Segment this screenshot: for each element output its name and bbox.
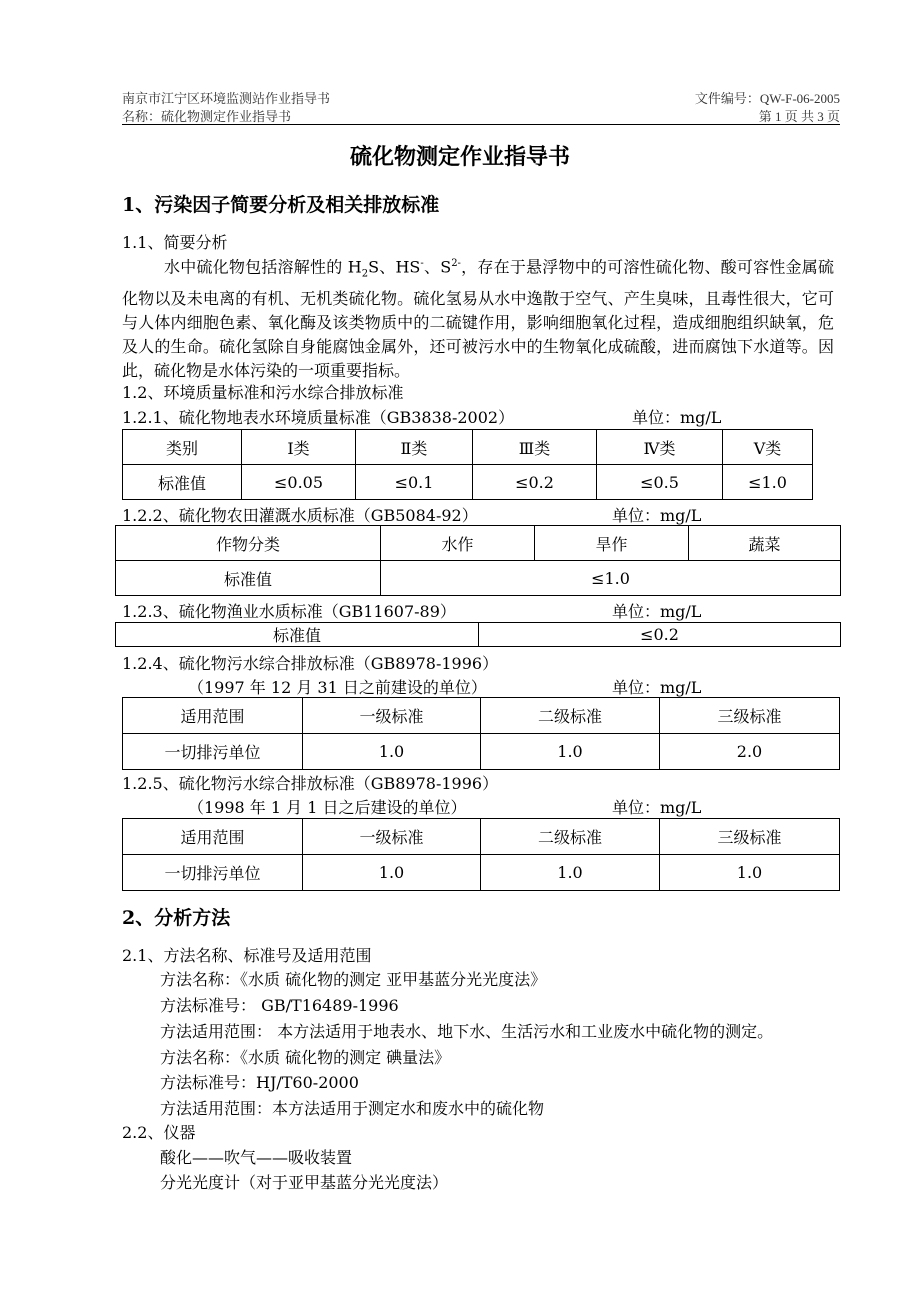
table-cell: 1.0 xyxy=(481,734,660,770)
table-cell: 标准值 xyxy=(116,561,381,596)
table-header-cell: 二级标准 xyxy=(481,698,660,734)
para-superscript: 2- xyxy=(451,258,461,269)
table-cell: ≤1.0 xyxy=(381,561,841,596)
method-1-name: 方法名称：《水质 硫化物的测定 亚甲基蓝分光光度法》 xyxy=(160,970,547,989)
table-header-cell: 适用范围 xyxy=(123,819,303,855)
method-2-scope: 方法适用范围：本方法适用于测定水和废水中的硫化物 xyxy=(160,1099,545,1118)
header-org: 南京市江宁区环境监测站作业指导书 xyxy=(122,91,331,106)
table-cell: 一切排污单位 xyxy=(123,855,303,891)
table-cell: ≤0.2 xyxy=(479,623,841,647)
subsection-1-2-3: 1.2.3、硫化物渔业水质标准（GB11607-89） xyxy=(122,602,456,621)
para-part: 、S xyxy=(423,257,452,277)
subsection-1-2-2: 1.2.2、硫化物农田灌溉水质标准（GB5084-92） xyxy=(122,506,478,525)
header-doc-number: 文件编号：QW-F-06-2005 xyxy=(694,91,840,106)
table-header-cell: 蔬菜 xyxy=(689,526,841,561)
table-header-cell: 类别 xyxy=(123,430,242,465)
table-cell: 1.0 xyxy=(481,855,660,891)
unit-label: 单位：mg/L xyxy=(612,506,702,525)
subsection-1-2-1: 1.2.1、硫化物地表水环境质量标准（GB3838-2002） xyxy=(122,408,515,427)
table-cell: 标准值 xyxy=(116,623,479,647)
subsection-1-2-5: 1.2.5、硫化物污水综合排放标准（GB8978-1996） xyxy=(122,774,499,793)
table-cell: ≤0.5 xyxy=(597,465,723,500)
table-cell: 1.0 xyxy=(303,734,481,770)
farmland-irrigation-table xyxy=(115,525,841,596)
section-1-heading: 1、污染因子简要分析及相关排放标准 xyxy=(122,194,440,216)
unit-label: 单位：mg/L xyxy=(612,602,702,621)
table-header-cell: Ⅱ类 xyxy=(356,430,473,465)
surface-water-standard-table xyxy=(122,429,813,500)
method-1-scope: 方法适用范围： 本方法适用于地表水、地下水、生活污水和工业废水中硫化物的测定。 xyxy=(160,1022,774,1041)
table-header-cell: 一级标准 xyxy=(303,698,481,734)
table-header-cell: 三级标准 xyxy=(660,698,840,734)
page-header-row-1 xyxy=(122,88,840,107)
table-header-cell: Ⅰ类 xyxy=(242,430,356,465)
table-cell: 1.0 xyxy=(303,855,481,891)
table-cell: 2.0 xyxy=(660,734,840,770)
table-header-cell: Ⅳ类 xyxy=(597,430,723,465)
table-header-cell: 作物分类 xyxy=(116,526,381,561)
table-header-cell: 一级标准 xyxy=(303,819,481,855)
method-2-standard: 方法标准号：HJ/T60-2000 xyxy=(160,1073,359,1092)
analysis-paragraph xyxy=(122,252,834,383)
subsection-1-2-4-note: （1997 年 12 月 31 日之前建设的单位） xyxy=(188,678,487,697)
table-cell: ≤1.0 xyxy=(723,465,813,500)
header-doc-name: 名称：硫化物测定作业指导书 xyxy=(122,109,292,124)
table-header-cell: 适用范围 xyxy=(123,698,303,734)
instrument-1: 酸化——吹气——吸收装置 xyxy=(160,1148,353,1167)
unit-label: 单位：mg/L xyxy=(612,798,702,817)
table-cell: 1.0 xyxy=(660,855,840,891)
table-cell: 标准值 xyxy=(123,465,242,500)
page-header-row-2 xyxy=(122,106,840,125)
method-1-standard: 方法标准号： GB/T16489-1996 xyxy=(160,996,399,1015)
subsection-1-1: 1.1、简要分析 xyxy=(122,233,228,252)
para-part: ，存在于悬浮物中的可溶性硫化物、酸可容性金属硫化物以及未电离的有机、无机类硫化物。硫化氢易从水中逸散于空气、产生臭味，且毒性很大，它可与人体内细胞色素、氧化酶及该类物质中的二硫键作用，影响细胞氧化过程，造成细胞组织缺氧，危及人的生命。硫化氢除自身能腐蚀金属外，还可被污水中的生物氧化成硫酸，进而腐蚀下水道等。因此，硫化物是水体污染的一项重要指标。 xyxy=(122,257,834,380)
header-divider xyxy=(122,124,840,125)
discharge-standard-1998-table xyxy=(122,818,840,891)
para-subscript: 2 xyxy=(361,268,369,280)
table-cell: ≤0.05 xyxy=(242,465,356,500)
method-2-name: 方法名称：《水质 硫化物的测定 碘量法》 xyxy=(160,1048,451,1067)
table-cell: ≤0.1 xyxy=(356,465,473,500)
table-cell: 一切排污单位 xyxy=(123,734,303,770)
header-page-number: 第 1 页 共 3 页 xyxy=(758,109,840,124)
table-header-cell: 水作 xyxy=(381,526,535,561)
subsection-1-2-4: 1.2.4、硫化物污水综合排放标准（GB8978-1996） xyxy=(122,654,499,673)
discharge-standard-1997-table xyxy=(122,697,840,770)
subsection-2-1: 2.1、方法名称、标准号及适用范围 xyxy=(122,946,372,965)
table-header-cell: 旱作 xyxy=(535,526,689,561)
subsection-2-2: 2.2、仪器 xyxy=(122,1123,196,1142)
table-header-cell: 三级标准 xyxy=(660,819,840,855)
para-part: S、HS xyxy=(368,257,421,277)
section-2-heading: 2、分析方法 xyxy=(122,907,231,929)
subsection-1-2: 1.2、环境质量标准和污水综合排放标准 xyxy=(122,383,404,402)
para-superscript: - xyxy=(420,258,424,269)
document-title: 硫化物测定作业指导书 xyxy=(349,144,570,170)
instrument-2: 分光光度计（对于亚甲基蓝分光光度法） xyxy=(160,1173,449,1192)
table-cell: ≤0.2 xyxy=(473,465,597,500)
unit-label: 单位：mg/L xyxy=(632,408,722,427)
subsection-1-2-5-note: （1998 年 1 月 1 日之后建设的单位） xyxy=(188,798,467,817)
fishery-water-table xyxy=(115,622,841,647)
table-header-cell: 二级标准 xyxy=(481,819,660,855)
table-header-cell: Ⅲ类 xyxy=(473,430,597,465)
para-part: 水中硫化物包括溶解性的 H xyxy=(164,257,362,277)
unit-label: 单位：mg/L xyxy=(612,678,702,697)
table-header-cell: Ⅴ类 xyxy=(723,430,813,465)
